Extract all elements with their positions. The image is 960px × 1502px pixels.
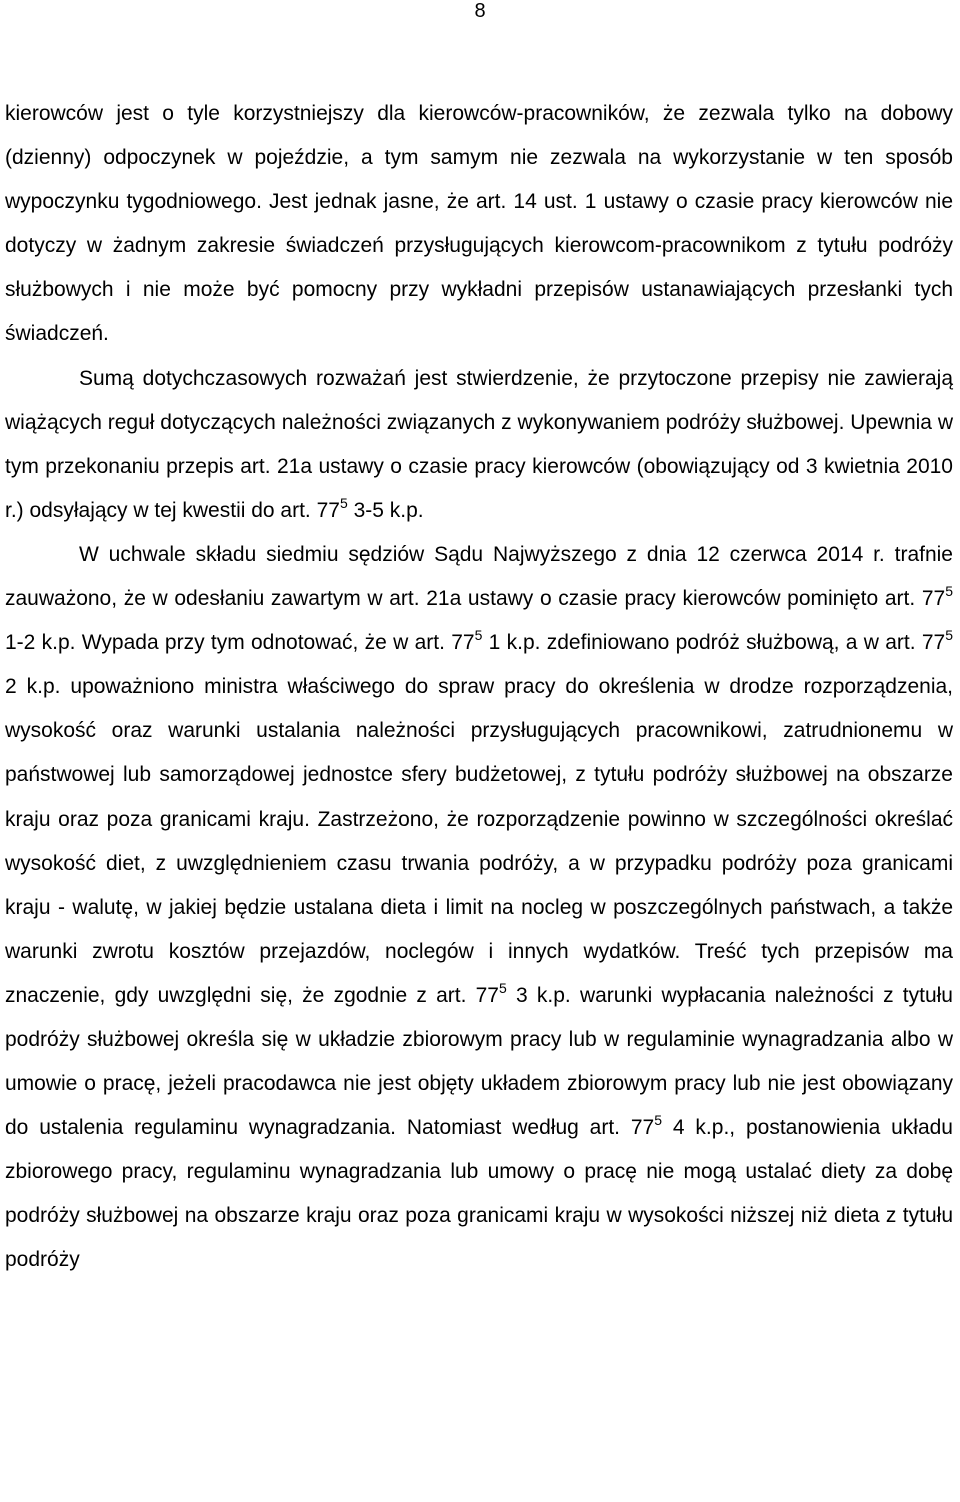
paragraph-3-text-1: W uchwale składu siedmiu sędziów Sądu Najwyższego z dnia 12 czerwca 2014 r. trafnie zauważono, że w odesłaniu zawartym w art. 21a ustawy o czasie pracy kierowców pominięto art. 77: [5, 542, 953, 611]
paragraph-3-text-5: 3 k.p. warunki wypłacania należności z tytułu podróży służbowej określa się w układzie zbiorowym pracy lub w regulaminie wynagradzania albo w umowie o pracę, jeżeli pracodawca nie jest objęty układem zbiorowym pracy lub nie jest obowiązany do ustalenia regulaminu wynagradzania. Natomiast według art. 77: [5, 983, 953, 1140]
superscript: 5: [474, 627, 483, 644]
paragraph-3-text-6: 4 k.p., postanowienia układu zbiorowego pracy, regulaminu wynagradzania lub umowy o pracę nie mogą ustalać diety za dobę podróży służbowej na obszarze kraju oraz poza granicami kraju w wysokości niższej niż dieta z tytułu podróży: [5, 1116, 953, 1272]
superscript: 5: [654, 1112, 663, 1129]
document-body: [5, 92, 953, 1283]
paragraph-1: [5, 92, 953, 357]
paragraph-1-text: kierowców jest o tyle korzystniejszy dla kierowców-pracowników, że zezwala tylko na dobowy (dzienny) odpoczynek w pojeździe, a tym samym nie zezwala na wykorzystanie w ten sposób wypoczynku tygodniowego. Jest jednak jasne, że art. 14 ust. 1 ustawy o czasie pracy kierowców nie dotyczy w żadnym zakresie świadczeń przysługujących kierowcom-pracownikom z tytułu podróży służbowych i nie może być pomocny przy wykładni przepisów ustanawiających przesłanki tych świadczeń.: [5, 102, 953, 346]
superscript: 5: [945, 627, 953, 644]
paragraph-2: [5, 357, 953, 533]
superscript: 5: [339, 494, 348, 511]
superscript: 5: [945, 583, 953, 600]
paragraph-3: [5, 533, 953, 1283]
paragraph-2-text-2: 3-5 k.p.: [347, 498, 424, 522]
paragraph-2-text-1: Sumą dotychczasowych rozważań jest stwierdzenie, że przytoczone przepisy nie zawierają wiążących reguł dotyczących należności związanych z wykonywaniem podróży służbowej. Upewnia w tym przekonaniu przepis art. 21a ustawy o czasie pracy kierowców (obowiązujący od 3 kwietnia 2010 r.) odsyłający w tej kwestii do art. 77: [5, 366, 953, 522]
paragraph-3-text-4: 2 k.p. upoważniono ministra właściwego do spraw pracy do określenia w drodze rozporządzenia, wysokość oraz warunki ustalania należności przysługujących pracownikowi, zatrudnionemu w państwowej lub samorządowej jednostce sfery budżetowej, z tytułu podróży służbowej na obszarze kraju oraz poza granicami kraju. Zastrzeżono, że rozporządzenie powinno w szczególności określać wysokość diet, z uwzględnieniem czasu trwania podróży, a w przypadku podróży poza granicami kraju - walutę, w jakiej będzie ustalana dieta i limit na nocleg w poszczególnych państwach, a także warunki zwrotu kosztów przejazdów, noclegów i innych wydatków. Treść tych przepisów ma znaczenie, gdy uwzględni się, że zgodnie z art. 77: [5, 675, 953, 1007]
superscript: 5: [498, 979, 507, 996]
paragraph-3-text-3: 1 k.p. zdefiniowano podróż służbową, a w art. 77: [482, 631, 946, 655]
paragraph-3-text-2: 1-2 k.p. Wypada przy tym odnotować, że w art. 77: [5, 631, 475, 655]
page-number: 8: [474, 0, 486, 22]
